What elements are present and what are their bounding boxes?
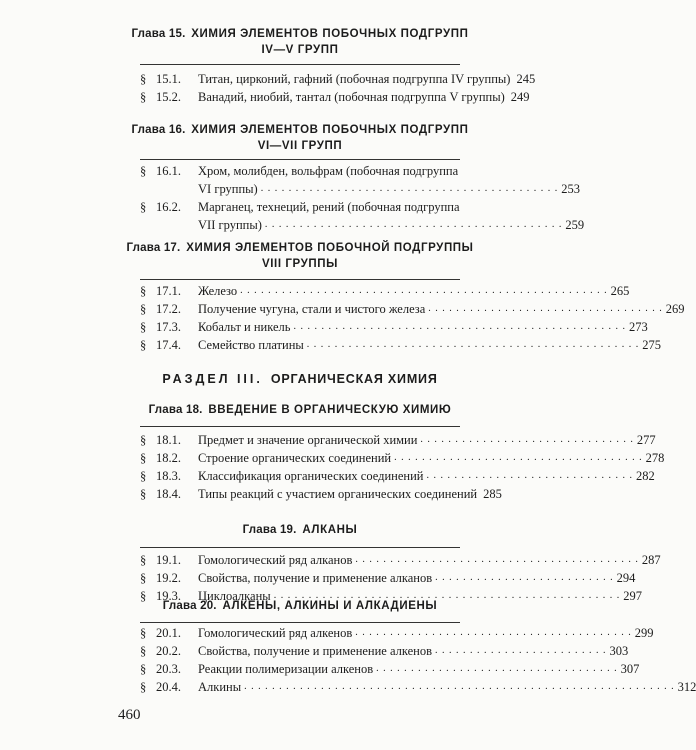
- chapter-label: Глава 16.: [131, 124, 186, 136]
- toc-entry[interactable]: [140, 660, 640, 678]
- entry-title-cont: VI группы): [198, 182, 258, 196]
- entry-page: 299: [634, 626, 654, 640]
- divider-rule: [140, 426, 460, 427]
- toc-entry[interactable]: [140, 88, 530, 106]
- entry-number: 16.1.: [156, 164, 181, 178]
- entry-number: 17.3.: [156, 320, 181, 334]
- chapter-label: Глава 18.: [148, 404, 203, 416]
- chapter-15-title: [0, 26, 600, 58]
- section-title: ОРГАНИЧЕСКАЯ ХИМИЯ: [270, 372, 438, 386]
- dot-leader: . . . . . . . . . . . . . . . . . . . . . . . . .: [435, 645, 607, 656]
- entry-number: 20.4.: [156, 680, 181, 694]
- dot-leader: . . . . . . . . . . . . . . . . . . . . . . . . . . . . . . . . . . .: [376, 663, 618, 674]
- toc-entry[interactable]: [140, 467, 655, 485]
- divider-rule: [140, 159, 460, 160]
- toc-entry[interactable]: [140, 282, 630, 300]
- entry-number: 19.1.: [156, 553, 181, 567]
- dot-leader: . . . . . . . . . . . . . . . . . . . . . . . . . . . . . . . . . . . . . . . . . . . . . . . . . .: [273, 590, 621, 601]
- section-symbol: §: [140, 72, 147, 86]
- section-symbol: §: [140, 662, 147, 676]
- entry-number: 20.3.: [156, 662, 181, 676]
- entry-number: 15.1.: [156, 72, 181, 86]
- chapter-16-title: [0, 122, 600, 154]
- entry-title: Свойства, получение и применение алканов: [198, 571, 433, 585]
- toc-entry[interactable]: [140, 336, 662, 354]
- entry-title: Кобальт и никель: [198, 320, 291, 334]
- toc-entry[interactable]: [140, 431, 656, 449]
- entry-number: 18.4.: [156, 487, 181, 501]
- section-symbol: §: [140, 626, 147, 640]
- entry-title: Типы реакций с участием органических соединений: [198, 487, 478, 501]
- dot-leader: . . . . . . . . . . . . . . . . . . . . . . . . . . . . . . . . . . . . . . . . . . . . . . . .: [306, 339, 640, 350]
- entry-page: 278: [645, 451, 665, 465]
- entry-page: 275: [642, 338, 662, 352]
- dot-leader: . . . . . . . . . . . . . . . . . . . . . . . . . . . . . . . . . . . . . . . . . . .: [264, 219, 563, 230]
- toc-entry[interactable]: [140, 300, 685, 318]
- entry-page: 265: [610, 284, 630, 298]
- entry-page: 259: [565, 218, 585, 232]
- entry-page: 269: [665, 302, 685, 316]
- entry-number: 18.3.: [156, 469, 181, 483]
- dot-leader: . . . . . . . . . . . . . . . . . . . . . . . . . . . . . . . . . . . . . . . . . . . . . . . . . . . . .: [240, 285, 608, 296]
- dot-leader: . . . . . . . . . . . . . . . . . . . . . . . . . . . . . . . . . . . . . . . . .: [355, 554, 639, 565]
- chapter-title-line2: VIII ГРУППЫ: [261, 258, 339, 270]
- toc-entry[interactable]: [140, 678, 696, 696]
- entry-number: 20.1.: [156, 626, 181, 640]
- entry-page: 253: [561, 182, 580, 196]
- entry-page: 273: [628, 320, 648, 334]
- section-lead: РАЗДЕЛ III.: [162, 372, 263, 386]
- entry-title: Марганец, технеций, рений (побочная подгруппа: [198, 200, 460, 214]
- divider-rule: [140, 64, 460, 65]
- entry-page: 297: [623, 589, 642, 603]
- entry-title: Циклоалканы: [198, 589, 271, 603]
- section-symbol: §: [140, 469, 147, 483]
- chapter-title-text: ХИМИЯ ЭЛЕМЕНТОВ ПОБОЧНЫХ ПОДГРУПП: [191, 124, 469, 136]
- chapter-label: Глава 15.: [131, 28, 186, 40]
- entry-title: Предмет и значение органической химии: [198, 433, 418, 447]
- entry-page: 307: [620, 662, 640, 676]
- entry-title: Титан, цирконий, гафний (побочная подгруппа IV группы): [198, 72, 511, 86]
- entry-title: Строение органических соединений: [198, 451, 392, 465]
- section-symbol: §: [140, 320, 147, 334]
- page-number: 460: [118, 707, 141, 723]
- divider-rule: [140, 622, 460, 623]
- chapter-title-text: ХИМИЯ ЭЛЕМЕНТОВ ПОБОЧНЫХ ПОДГРУПП: [191, 28, 469, 40]
- section-symbol: §: [140, 680, 147, 694]
- entry-title: Реакции полимеризации алкенов: [198, 662, 374, 676]
- dot-leader: . . . . . . . . . . . . . . . . . . . . . . . . . . . . . .: [426, 470, 633, 481]
- dot-leader: . . . . . . . . . . . . . . . . . . . . . . . . . . . . . . . . . .: [428, 303, 663, 314]
- section-symbol: §: [140, 644, 147, 658]
- chapter-label: Глава 17.: [126, 242, 181, 254]
- entry-number: 19.3.: [156, 589, 181, 603]
- section-symbol: §: [140, 553, 147, 567]
- toc-entry[interactable]: [140, 569, 636, 587]
- entry-page: 294: [616, 571, 636, 585]
- chapter-label: Глава 19.: [242, 524, 297, 536]
- section-symbol: §: [140, 302, 147, 316]
- section-symbol: §: [140, 433, 147, 447]
- entry-page: 245: [516, 72, 536, 86]
- entry-title: Гомологический ряд алкенов: [198, 626, 353, 640]
- entry-page: 287: [641, 553, 661, 567]
- toc-entry[interactable]: [140, 198, 585, 234]
- section-symbol: §: [140, 451, 147, 465]
- toc-entry[interactable]: [140, 485, 502, 503]
- entry-title: Хром, молибден, вольфрам (побочная подгруппа: [198, 164, 459, 178]
- entry-number: 20.2.: [156, 644, 181, 658]
- toc-entry[interactable]: [140, 449, 665, 467]
- section-symbol: §: [140, 338, 147, 352]
- entry-number: 15.2.: [156, 90, 181, 104]
- chapter-title-text: АЛКЕНЫ, АЛКИНЫ И АЛКАДИЕНЫ: [222, 600, 438, 612]
- chapter-title-line2: IV—V ГРУПП: [261, 44, 339, 56]
- dot-leader: . . . . . . . . . . . . . . . . . . . . . . . . . . . . . . . . . . . . . . . . . . .: [260, 183, 559, 194]
- chapter-19-title: [0, 522, 600, 538]
- entry-number: 18.2.: [156, 451, 181, 465]
- section-symbol: §: [140, 589, 147, 603]
- section-symbol: §: [140, 200, 147, 214]
- entry-title: Семейство платины: [198, 338, 304, 352]
- entry-number: 16.2.: [156, 200, 181, 214]
- entry-title: Гомологический ряд алканов: [198, 553, 353, 567]
- entry-title-cont: VII группы): [198, 218, 262, 232]
- section-symbol: §: [140, 90, 147, 104]
- entry-title: Получение чугуна, стали и чистого железа: [198, 302, 426, 316]
- entry-number: 17.4.: [156, 338, 181, 352]
- toc-entry[interactable]: [140, 624, 654, 642]
- chapter-20-title: [0, 598, 600, 614]
- entry-page: 282: [635, 469, 655, 483]
- chapter-title-text: ХИМИЯ ЭЛЕМЕНТОВ ПОБОЧНОЙ ПОДГРУППЫ: [186, 242, 474, 254]
- entry-page: 285: [483, 487, 502, 501]
- entry-page: 249: [510, 90, 530, 104]
- section-symbol: §: [140, 487, 147, 501]
- entry-number: 17.2.: [156, 302, 181, 316]
- entry-page: 312: [677, 680, 696, 694]
- dot-leader: . . . . . . . . . . . . . . . . . . . . . . . . . . . . . . .: [420, 434, 634, 445]
- divider-rule: [140, 547, 460, 548]
- entry-number: 19.2.: [156, 571, 181, 585]
- toc-entry[interactable]: [140, 70, 536, 88]
- chapter-title-text: АЛКАНЫ: [302, 524, 358, 536]
- dot-leader: . . . . . . . . . . . . . . . . . . . . . . . . . . . . . . . . . . . .: [394, 452, 643, 463]
- section-symbol: §: [140, 571, 147, 585]
- entry-page: 277: [636, 433, 656, 447]
- section-heading: [0, 372, 600, 386]
- entry-title: Железо: [198, 284, 238, 298]
- chapter-label: Глава 20.: [162, 600, 217, 612]
- toc-entry[interactable]: [140, 642, 629, 660]
- toc-entry[interactable]: [140, 162, 580, 198]
- chapter-title-text: ВВЕДЕНИЕ В ОРГАНИЧЕСКУЮ ХИМИЮ: [208, 404, 452, 416]
- section-symbol: §: [140, 284, 147, 298]
- dot-leader: . . . . . . . . . . . . . . . . . . . . . . . . . . . . . . . . . . . . . . . .: [355, 627, 632, 638]
- chapter-18-title: [0, 402, 600, 418]
- chapter-17-title: [0, 240, 600, 272]
- toc-entry[interactable]: [140, 551, 661, 569]
- dot-leader: . . . . . . . . . . . . . . . . . . . . . . . . . . . . . . . . . . . . . . . . . . . . . . . .: [293, 321, 626, 332]
- toc-entry[interactable]: [140, 318, 648, 336]
- entry-page: 303: [609, 644, 629, 658]
- dot-leader: . . . . . . . . . . . . . . . . . . . . . . . . . .: [435, 572, 614, 583]
- divider-rule: [140, 279, 460, 280]
- entry-title: Алкины: [198, 680, 242, 694]
- entry-title: Свойства, получение и применение алкенов: [198, 644, 433, 658]
- entry-number: 17.1.: [156, 284, 181, 298]
- entry-title: Классификация органических соединений: [198, 469, 424, 483]
- entry-number: 18.1.: [156, 433, 181, 447]
- section-symbol: §: [140, 164, 147, 178]
- chapter-title-line2: VI—VII ГРУПП: [257, 140, 343, 152]
- dot-leader: . . . . . . . . . . . . . . . . . . . . . . . . . . . . . . . . . . . . . . . . . . . . . . . . . . . . . . . . . . . . . .: [244, 681, 675, 692]
- entry-title: Ванадий, ниобий, тантал (побочная подгруппа V группы): [198, 90, 505, 104]
